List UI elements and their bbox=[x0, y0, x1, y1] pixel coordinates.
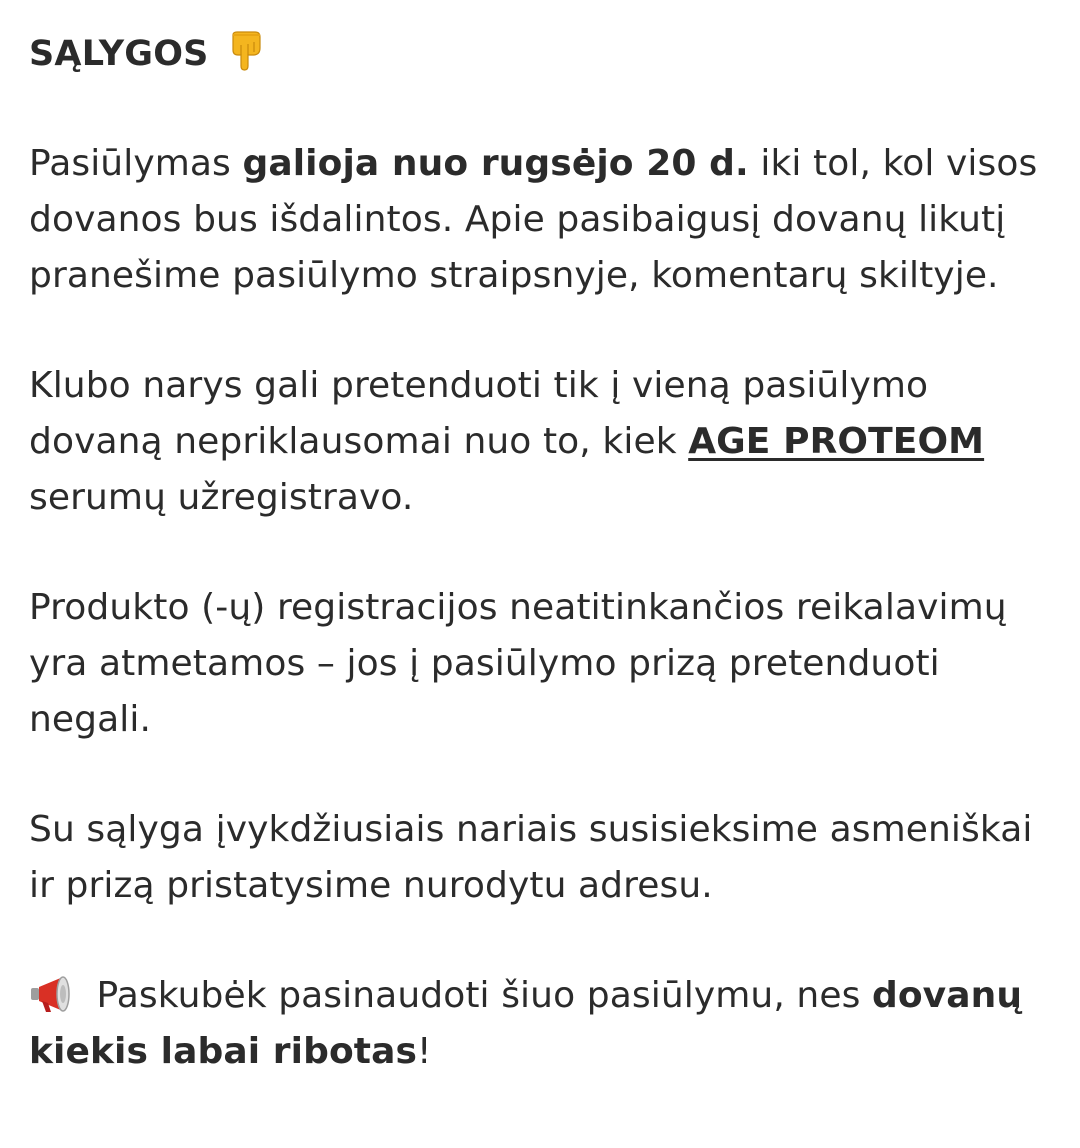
p2-before: Klubo narys gali pretenduoti tik į vieną pasiūlymo dovaną nepriklausomai nuo to, kiek bbox=[29, 365, 929, 462]
paragraph-hurry bbox=[29, 968, 1052, 1080]
p1-before: Pasiūlymas bbox=[29, 143, 243, 184]
megaphone-icon bbox=[29, 974, 77, 1014]
age-proteom-link[interactable]: AGE PROTEOM bbox=[688, 421, 985, 462]
p4-text: Su sąlyga įvykdžiusiais nariais susisieksime asmeniškai ir prizą pristatysime nurodytu adresu. bbox=[29, 809, 1033, 906]
p1-after: iki tol, kol visos dovanos bus išdalintos. Apie pasibaigusį dovanų likutį pranešime pasiūlymo straipsnyje, komentarų skiltyje. bbox=[29, 143, 1038, 296]
p3-text: Produkto (-ų) registracijos neatitinkančios reikalavimų yra atmetamos – jos į pasiūlymo prizą pretenduoti negali. bbox=[29, 587, 1007, 740]
p5-before: Paskubėk pasinaudoti šiuo pasiūlymu, nes bbox=[85, 975, 872, 1016]
paragraph-one-gift bbox=[29, 358, 1052, 526]
paragraph-contact bbox=[29, 802, 1052, 914]
paragraph-rejection bbox=[29, 580, 1052, 748]
section-heading bbox=[29, 26, 1052, 82]
heading-text: SĄLYGOS bbox=[29, 34, 209, 74]
p5-bold: dovanų kiekis labai ribotas bbox=[29, 975, 1023, 1072]
p2-after: serumų užregistravo. bbox=[29, 477, 414, 518]
p5-after: ! bbox=[417, 1031, 432, 1072]
pointing-down-hand-icon bbox=[229, 31, 263, 71]
p1-bold: galioja nuo rugsėjo 20 d. bbox=[242, 143, 749, 184]
paragraph-validity bbox=[29, 136, 1052, 304]
